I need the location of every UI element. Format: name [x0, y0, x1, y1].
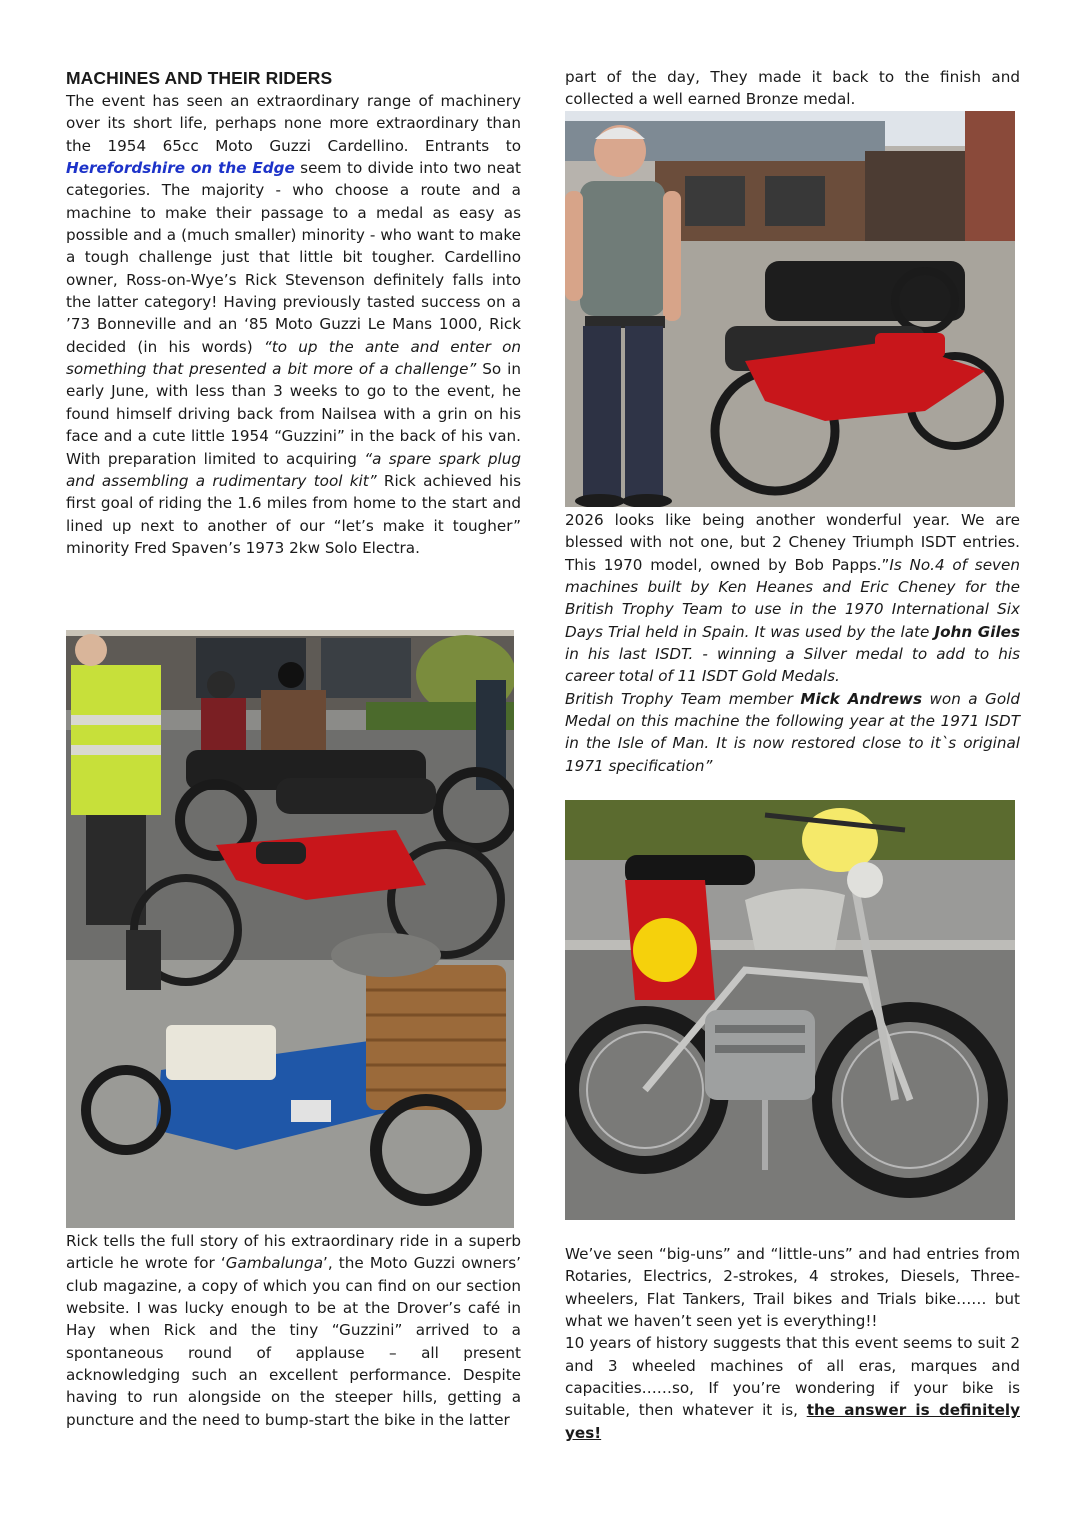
andrews-paragraph	[565, 688, 1020, 777]
intro-paragraph	[66, 90, 521, 559]
intro-text-1: The event has seen an extraordinary range of machinery over its short life, perhaps none more extraordinary than the 1954 65cc Moto Guzzi Cardellino. Entrants to	[66, 92, 521, 155]
intro-text-2: seem to divide into two neat categories. The majority - who choose a route and a machine to make their passage to a medal as easy as possible and a (much smaller) minority - who want to make a tough challenge just that little bit tougher. Cardellino owner, Ross-on-Wye’s Rick Stevenson definitely falls into the latter category! Having previously tasted success on a ’73 Bonneville and an ‘85 Moto Guzzi Le Mans 1000, Rick decided (in his words)	[66, 159, 521, 356]
rick-quote-2: “a spare spark plug and assembling a rudimentary tool kit”	[66, 449, 521, 490]
magazine-name: Gambalunga	[225, 1254, 324, 1273]
continued-paragraph: part of the day, They made it back to the finish and collected a well earned Bronze medal.	[565, 68, 1020, 109]
cheney-quote-1: Is No.4 of seven machines built by Ken Heanes and Eric Cheney for the British Trophy Team to use in the 1970 International Six Days Trial held in Spain. It was used by the late	[565, 555, 1021, 641]
cheney-text-1: 2026 looks like being another wonderful year. We are blessed with not one, but 2 Cheney Triumph ISDT entries. This 1970 model, owned by Bob Papps.”	[565, 511, 1020, 574]
intro-text-3: So in early June, with less than 3 weeks to go to the event, he found himself driving back from Nailsea with a grin on his face and a cute little 1954 “Guzzini” in the back of his van. With preparation limited to acquiring	[66, 360, 521, 468]
answer-emphasis: the answer is definitely yes!	[565, 1401, 1020, 1442]
intro-text-4: Rick achieved his first goal of riding the 1.6 miles from home to the start and lined up next to another of our “let’s make it tougher” minority Fred Spaven’s 1973 2kw Solo Electra.	[66, 471, 521, 557]
left-column	[66, 66, 521, 559]
photo-lineup-electra	[66, 630, 514, 1228]
event-name-link[interactable]: Herefordshire on the Edge	[66, 159, 295, 178]
andrews-quote-1: British Trophy Team member	[565, 689, 801, 708]
article-text-2: ’, the Moto Guzzi owners’ club magazine, a copy of which you can find on our section website. I was lucky enough to be at the Drover’s café in Hay when Rick and the tiny “Guzzini” arrived to a spontaneous round of applause – all present acknowledging such an excellent performance. Despite having to run alongside on the steeper hills, getting a puncture and the need to bump-start the bike in the latter	[66, 1254, 521, 1429]
cheney-paragraph	[565, 509, 1020, 688]
photo-rick-with-cardellino	[565, 111, 1015, 507]
andrews-quote-2: won a Gold Medal on this machine the following year at the 1971 ISDT in the Isle of Man. It is now restored close to it`s original 1971 specification”	[565, 689, 1020, 775]
rider-name-john-giles: John Giles	[934, 622, 1020, 641]
right-column-bottom	[565, 1243, 1020, 1444]
right-column	[565, 66, 1020, 111]
closing-paragraph	[565, 1332, 1020, 1444]
rick-quote-1: “to up the ante and enter on something that presented a bit more of a challenge”	[66, 337, 521, 379]
variety-paragraph: We’ve seen “big-uns” and “little-uns” and had entries from Rotaries, Electrics, 2-strokes, 4 strokes, Diesels, Three-wheelers, Flat Tankers, Trail bikes and Trials bike…… but what we haven’t seen yet is everything!!	[565, 1245, 1020, 1331]
photo-cheney-triumph	[565, 800, 1015, 1220]
section-heading: MACHINES AND THEIR RIDERS	[66, 68, 333, 88]
article-text-1: Rick tells the full story of his extraordinary ride in a superb article he wrote for ‘	[66, 1232, 521, 1273]
cheney-quote-2: in his last ISDT. - winning a Silver medal to add to his career total of 11 ISDT Gold Medals.	[565, 645, 1020, 686]
left-column-continued	[66, 1230, 521, 1431]
article-paragraph	[66, 1230, 521, 1431]
closing-text: 10 years of history suggests that this event seems to suit 2 and 3 wheeled machines of all eras, marques and capacities……so, If you’re wondering if your bike is suitable, then whatever it is,	[565, 1334, 1020, 1420]
rider-name-mick-andrews: Mick Andrews	[800, 689, 923, 708]
right-column-middle	[565, 509, 1020, 777]
